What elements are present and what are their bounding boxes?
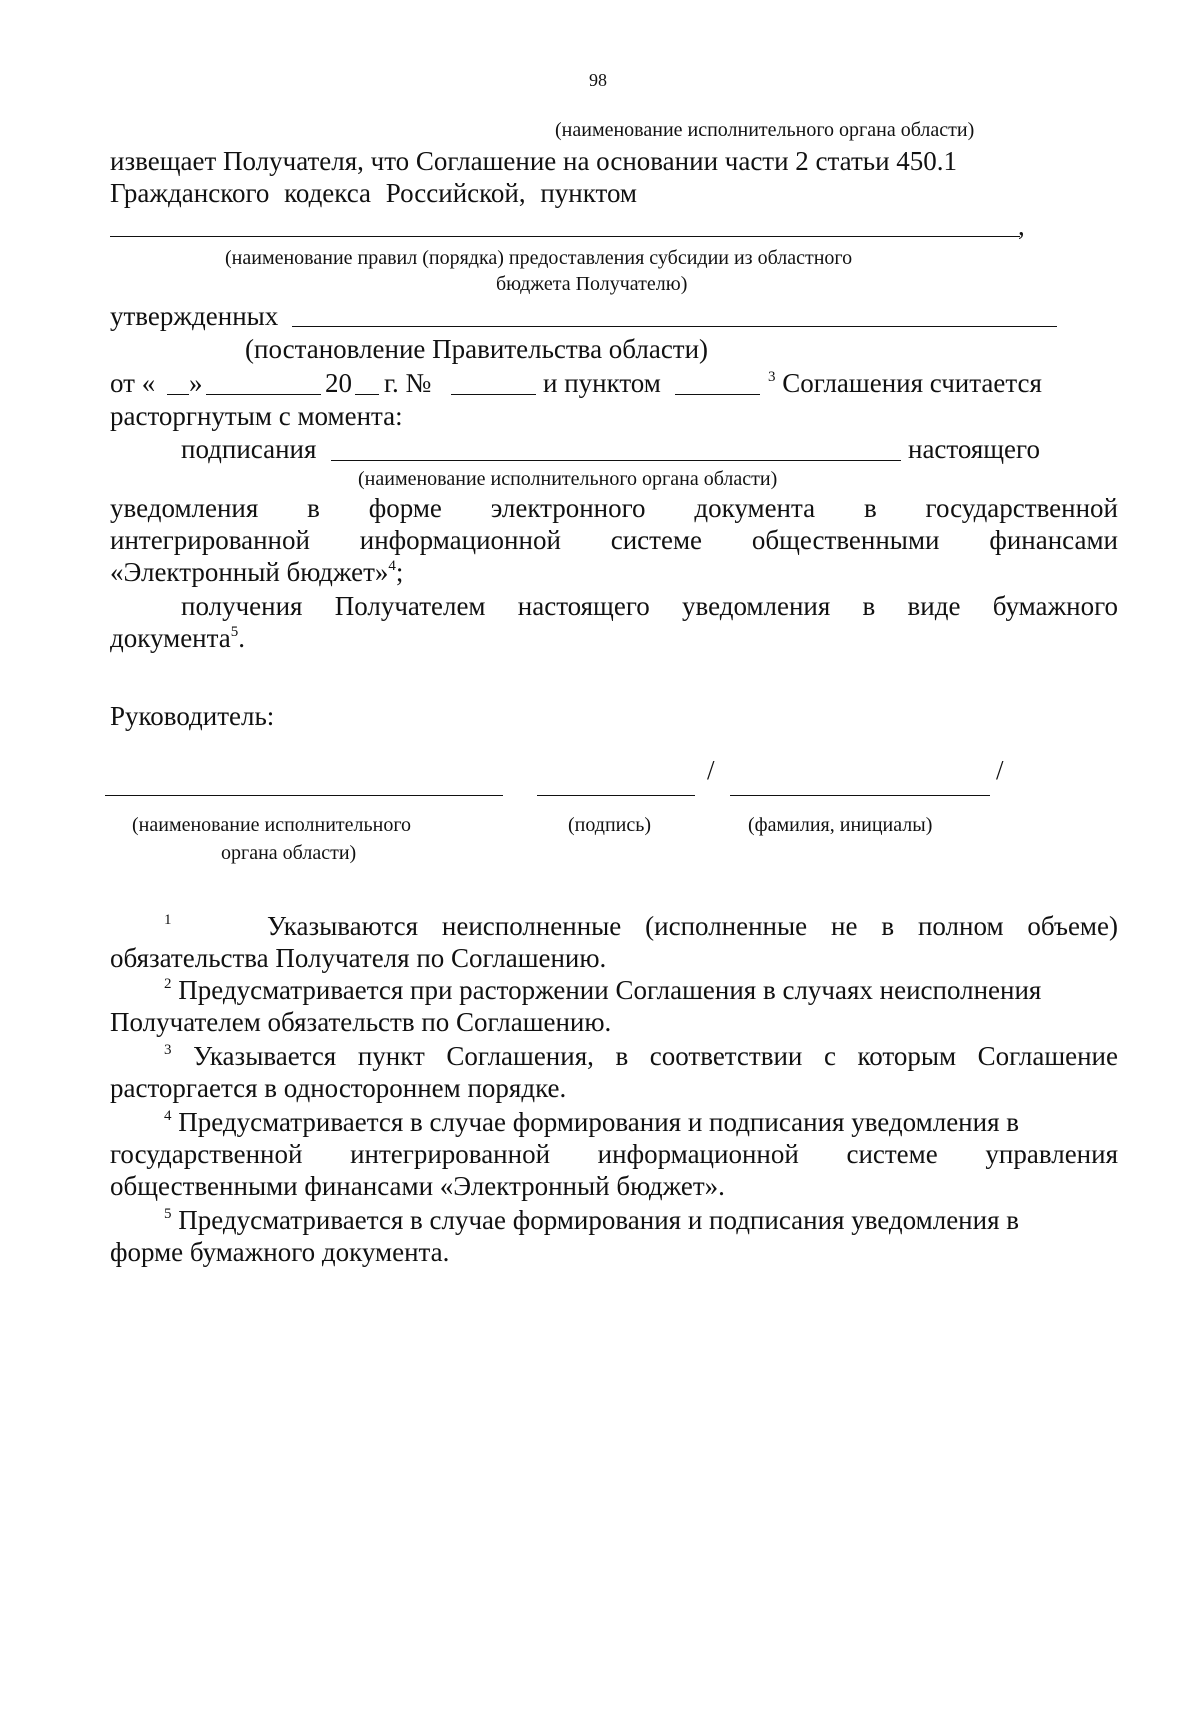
caption-resolution: (постановление Правительства области) xyxy=(245,334,709,364)
point-blank xyxy=(675,394,760,395)
footnote-4-line3: общественными финансами «Электронный бюджет». xyxy=(110,1171,725,1201)
agreement-considered: Соглашения считается xyxy=(782,368,1042,398)
footnote-3-line2: расторгается в одностороннем порядке. xyxy=(110,1073,567,1103)
caption-rules-line2: бюджета Получателю) xyxy=(496,273,688,295)
sig-name-blank xyxy=(730,795,990,796)
footnote-5-line1: Предусматривается в случае формирования и подписания уведомления в xyxy=(178,1205,1019,1235)
footnote-2-line1-wrap xyxy=(164,974,1041,1006)
footnote-2-line1: Предусматривается при расторжении Соглашения в случаях неисполнения xyxy=(178,975,1042,1005)
receipt-line1: получения Получателем настоящего уведомления в виде бумажного xyxy=(181,591,1118,621)
month-blank xyxy=(206,394,321,395)
notice-line3-end: ; xyxy=(395,557,404,587)
footnote-5-mark: 5 xyxy=(164,1206,172,1222)
footnote-2-mark: 2 xyxy=(164,976,172,992)
notice-line3-wrap xyxy=(110,556,403,588)
fn4-mark: 4 xyxy=(388,558,396,574)
receipt-line2: документа xyxy=(110,623,231,653)
rules-name-blank xyxy=(110,236,1020,237)
caption-rules-line1: (наименование правил (порядка) предоставления субсидии из областного xyxy=(225,247,853,269)
rules-comma: , xyxy=(1018,211,1025,241)
footnote-3-mark: 3 xyxy=(164,1042,172,1058)
year-prefix: 20 xyxy=(325,368,352,398)
number-blank xyxy=(451,394,536,395)
year-blank xyxy=(355,394,379,395)
footnote-5-line2: форме бумажного документа. xyxy=(110,1237,450,1267)
sig-slash-left: / xyxy=(707,755,715,785)
sig-slash-right: / xyxy=(996,755,1004,785)
receipt-line2-end: . xyxy=(238,623,245,653)
head-label: Руководитель: xyxy=(110,701,275,731)
agreement-considered-wrap xyxy=(768,367,1042,399)
footnote-1-mark: 1 xyxy=(164,912,172,928)
signing-blank xyxy=(331,460,901,461)
sig-caption-org-line2: органа области) xyxy=(221,842,357,864)
year-suffix: г. № xyxy=(384,368,432,398)
footnote-1-line2: обязательства Получателя по Соглашению. xyxy=(110,943,607,973)
footnote-4-line2: государственной интегрированной информационной системе управления xyxy=(110,1139,1118,1169)
footnote-4-line1-wrap xyxy=(164,1106,1019,1138)
notice-line1: уведомления в форме электронного документа в государственной xyxy=(110,493,1118,523)
sig-caption-name: (фамилия, инициалы) xyxy=(748,814,933,836)
and-point: и пунктом xyxy=(543,368,661,398)
receipt-line2-wrap xyxy=(110,622,245,654)
sig-org-blank xyxy=(105,795,503,796)
date-from: от « xyxy=(110,368,156,398)
footnote-4-line1: Предусматривается в случае формирования и подписания уведомления в xyxy=(178,1107,1019,1137)
footnote-1-line1-wrap xyxy=(164,910,1118,942)
page-number: 98 xyxy=(589,70,607,90)
notice-line3: «Электронный бюджет» xyxy=(110,557,389,587)
footnote-2-line2: Получателем обязательств по Соглашению. xyxy=(110,1007,612,1037)
approved-blank xyxy=(292,326,1057,327)
footnote-1-line1: Указываются неисполненные (исполненные не в полном объеме) xyxy=(267,911,1118,941)
day-blank xyxy=(167,394,189,395)
para1-line2: Гражданского кодекса Российской, пунктом xyxy=(110,178,638,208)
approved-label: утвержденных xyxy=(110,301,279,331)
footnote-3-line1-wrap xyxy=(164,1040,1118,1072)
caption-exec-body-top: (наименование исполнительного органа области) xyxy=(555,119,975,141)
fn3-mark: 3 xyxy=(768,369,776,385)
caption-exec-body-mid: (наименование исполнительного органа области) xyxy=(358,468,778,490)
this-label: настоящего xyxy=(908,434,1040,464)
sig-signature-blank xyxy=(537,795,695,796)
terminated-from: расторгнутым с момента: xyxy=(110,401,403,431)
signing-label: подписания xyxy=(181,434,317,464)
date-close: » xyxy=(189,368,203,398)
para1-line1: извещает Получателя, что Соглашение на основании части 2 статьи 450.1 xyxy=(110,146,958,176)
footnote-5-line1-wrap xyxy=(164,1204,1019,1236)
footnote-3-line1: Указывается пункт Соглашения, в соответствии с которым Соглашение xyxy=(193,1041,1118,1071)
fn5-mark: 5 xyxy=(230,624,239,640)
footnote-4-mark: 4 xyxy=(164,1108,172,1124)
sig-caption-org-line1: (наименование исполнительного xyxy=(132,814,412,836)
notice-line2: интегрированной информационной системе общественными финансами xyxy=(110,525,1118,555)
sig-caption-signature: (подпись) xyxy=(568,814,652,836)
